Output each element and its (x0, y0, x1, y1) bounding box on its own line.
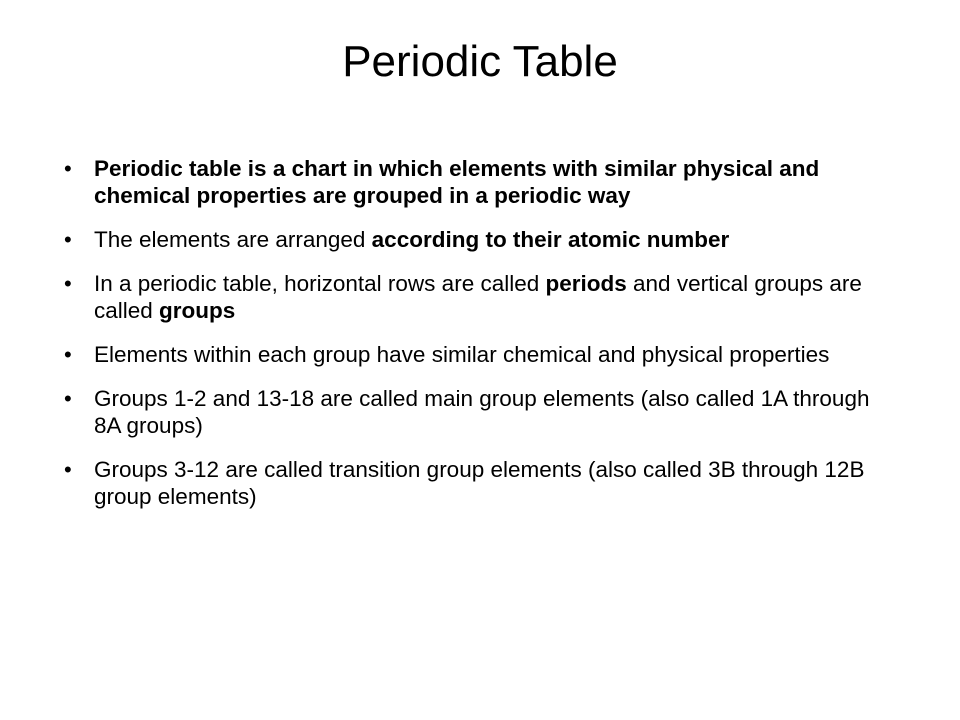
bullet-marker: • (64, 271, 72, 296)
bullet-marker: • (64, 156, 72, 181)
bullet-text: Periodic table is a chart in which elements with similar physical and chemical properties are grouped in a periodic way (94, 156, 820, 208)
bullet-text-bold: groups (159, 298, 236, 323)
bullet-list (60, 155, 870, 527)
bullet-item (60, 385, 870, 439)
bullet-text-bold: according to their atomic number (371, 227, 730, 252)
bullet-text: In a periodic table, horizontal rows are called (94, 271, 546, 296)
bullet-item (60, 155, 870, 209)
bullet-marker: • (64, 227, 72, 252)
bullet-item (60, 341, 870, 368)
bullet-text: Groups 1-2 and 13-18 are called main group elements (also called 1A through 8A groups) (94, 386, 870, 438)
bullet-text: Elements within each group have similar chemical and physical properties (94, 342, 830, 367)
bullet-marker: • (64, 386, 72, 411)
bullet-text: and vertical groups are called (94, 271, 862, 323)
bullet-marker: • (64, 457, 72, 482)
bullet-item (60, 270, 870, 324)
bullet-text-bold: periods (545, 271, 627, 296)
bullet-item (60, 456, 870, 510)
slide-title: Periodic Table (342, 37, 618, 86)
bullet-text: The elements are arranged (94, 227, 372, 252)
bullet-item (60, 226, 870, 253)
bullet-marker: • (64, 342, 72, 367)
bullet-text: Groups 3-12 are called transition group elements (also called 3B through 12B group elements) (94, 457, 865, 509)
